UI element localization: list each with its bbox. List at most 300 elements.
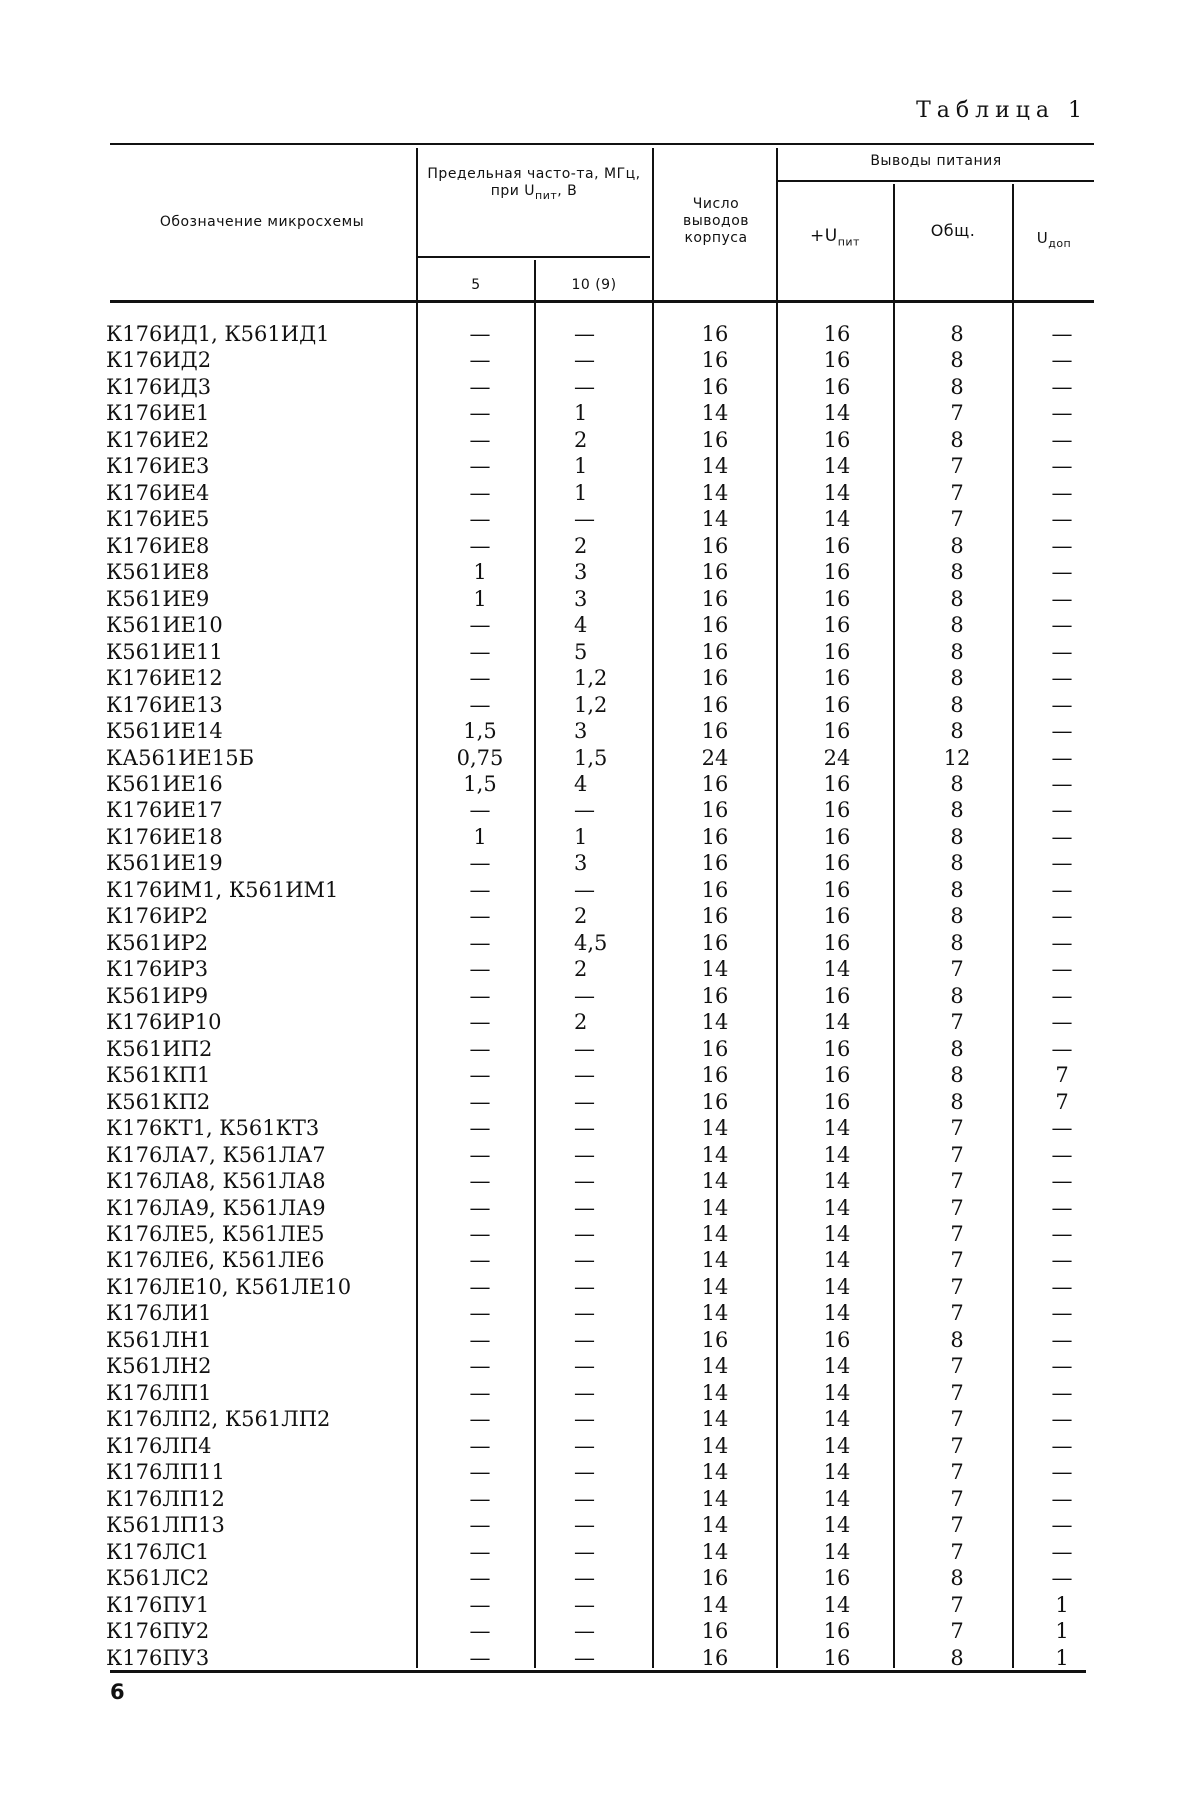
header-bottom-rule	[110, 300, 1094, 303]
extra-power-pin: —	[1051, 1327, 1073, 1352]
freq-5v: —	[469, 1354, 491, 1379]
chip-designation: К176ЛП2, К561ЛП2	[106, 1407, 331, 1432]
chip-designation: К176ИЕ4	[106, 480, 210, 505]
chip-designation: К561ИЕ11	[106, 639, 223, 664]
header-vadd-main: U	[1036, 229, 1049, 247]
table-row	[0, 1354, 1200, 1380]
table-row	[0, 1460, 1200, 1486]
extra-power-pin: —	[1051, 427, 1073, 452]
ground-pin: 7	[950, 1486, 964, 1511]
table-row	[0, 1646, 1200, 1672]
power-pin: 16	[823, 533, 851, 558]
power-group-rule	[778, 180, 1094, 182]
pin-count: 14	[701, 957, 729, 982]
freq-5v: —	[469, 374, 491, 399]
header-freq-5: 5	[471, 277, 481, 293]
extra-power-pin: —	[1051, 613, 1073, 638]
power-pin: 14	[823, 1354, 851, 1379]
extra-power-pin: —	[1051, 798, 1073, 823]
table-row	[0, 1328, 1200, 1354]
chip-designation: К176ИЕ3	[106, 454, 210, 479]
pin-count: 14	[701, 454, 729, 479]
pin-count: 16	[701, 533, 729, 558]
extra-power-pin: 7	[1055, 1089, 1069, 1114]
freq-10v: 2	[574, 904, 588, 929]
freq-10v: —	[574, 1513, 595, 1538]
freq-5v: —	[469, 507, 491, 532]
table-row	[0, 481, 1200, 507]
table-row	[0, 798, 1200, 824]
freq-5v: —	[469, 1645, 491, 1670]
freq-5v: 1,5	[463, 719, 497, 744]
ground-pin: 8	[950, 1327, 964, 1352]
freq-10v: —	[574, 1645, 595, 1670]
freq-5v: —	[469, 1089, 491, 1114]
table-row	[0, 1143, 1200, 1169]
ground-pin: 7	[950, 1433, 964, 1458]
ground-pin: 8	[950, 719, 964, 744]
table-row	[0, 1487, 1200, 1513]
chip-designation: К176ИД2	[106, 348, 212, 373]
freq-5v: —	[469, 1195, 491, 1220]
table-row	[0, 1063, 1200, 1089]
pin-count: 14	[701, 1248, 729, 1273]
freq-10v: —	[574, 983, 595, 1008]
extra-power-pin: —	[1051, 1195, 1073, 1220]
table-row	[0, 1593, 1200, 1619]
ground-pin: 8	[950, 877, 964, 902]
chip-designation: К561КП2	[106, 1089, 211, 1114]
power-pin: 24	[823, 745, 851, 770]
freq-10v: —	[574, 798, 595, 823]
freq-10v: 4	[574, 772, 588, 796]
extra-power-pin: —	[1051, 1222, 1073, 1246]
ground-pin: 8	[950, 533, 964, 558]
pin-count: 16	[701, 1327, 729, 1352]
chip-designation: К176ИД1, К561ИД1	[106, 322, 330, 346]
freq-10v: 2	[574, 957, 588, 982]
table-row	[0, 1010, 1200, 1036]
freq-5v: —	[469, 1486, 491, 1511]
pin-count: 16	[701, 1089, 729, 1114]
power-pin: 14	[823, 1169, 851, 1194]
header-freq-sub: пит	[535, 188, 558, 202]
extra-power-pin: —	[1051, 1354, 1073, 1379]
header-freq-unit: , В	[557, 183, 578, 199]
ground-pin: 8	[950, 1566, 964, 1591]
chip-designation: К176ЛС1	[106, 1539, 210, 1564]
chip-designation: К176ЛП1	[106, 1380, 212, 1405]
chip-designation: К561ИЕ10	[106, 613, 223, 638]
header-vpos-main: +U	[810, 226, 838, 246]
pin-count: 14	[701, 1380, 729, 1405]
chip-designation: К176ЛЕ10, К561ЛЕ10	[106, 1274, 352, 1299]
extra-power-pin: —	[1051, 1142, 1073, 1167]
ground-pin: 7	[950, 1592, 964, 1617]
extra-power-pin: 7	[1055, 1063, 1069, 1088]
ground-pin: 8	[950, 692, 964, 717]
chip-designation: К176ЛП4	[106, 1433, 212, 1458]
freq-5v: —	[469, 1036, 491, 1061]
chip-designation: К176ИЕ12	[106, 666, 223, 691]
power-pin: 16	[823, 719, 851, 744]
pin-count: 16	[701, 322, 729, 346]
table-row	[0, 375, 1200, 401]
chip-designation: К176КТ1, К561КТ3	[106, 1116, 320, 1141]
freq-10v: —	[574, 348, 595, 373]
ground-pin: 7	[950, 1116, 964, 1141]
power-pin: 16	[823, 613, 851, 638]
power-pin: 14	[823, 957, 851, 982]
extra-power-pin: —	[1051, 639, 1073, 664]
chip-designation: К176ИЕ5	[106, 507, 210, 532]
freq-10v: —	[574, 877, 595, 902]
power-pin: 16	[823, 666, 851, 691]
power-pin: 14	[823, 1142, 851, 1167]
freq-5v: 1	[473, 824, 487, 849]
freq-10v: 1	[574, 480, 588, 505]
table-row	[0, 1037, 1200, 1063]
freq-5v: —	[469, 1539, 491, 1564]
chip-designation: К561ИР9	[106, 983, 209, 1008]
freq-10v: 1	[574, 824, 588, 849]
power-pin: 14	[823, 1301, 851, 1326]
extra-power-pin: 1	[1055, 1592, 1069, 1617]
freq-10v: —	[574, 1407, 595, 1432]
table-row	[0, 1169, 1200, 1195]
chip-designation: К176ИД3	[106, 374, 212, 399]
freq-10v: —	[574, 1354, 595, 1379]
extra-power-pin: —	[1051, 374, 1073, 399]
freq-5v: —	[469, 851, 491, 876]
ground-pin: 8	[950, 1063, 964, 1088]
freq-10v: —	[574, 1327, 595, 1352]
ground-pin: 7	[950, 1301, 964, 1326]
ground-pin: 7	[950, 1619, 964, 1644]
ground-pin: 8	[950, 851, 964, 876]
extra-power-pin: 1	[1055, 1645, 1069, 1670]
freq-5v: —	[469, 877, 491, 902]
power-pin: 16	[823, 1645, 851, 1670]
power-pin: 14	[823, 1248, 851, 1273]
table-row	[0, 931, 1200, 957]
chip-designation: К176ЛИ1	[106, 1301, 212, 1326]
header-pins: Число выводов корпуса	[682, 196, 750, 246]
table-top-rule	[110, 143, 1094, 145]
power-pin: 16	[823, 586, 851, 611]
freq-5v: —	[469, 613, 491, 638]
table-row	[0, 534, 1200, 560]
freq-5v: —	[469, 1407, 491, 1432]
extra-power-pin: —	[1051, 1301, 1073, 1326]
ground-pin: 7	[950, 1513, 964, 1538]
power-pin: 16	[823, 639, 851, 664]
freq-10v: —	[574, 1063, 595, 1088]
freq-5v: 1	[473, 586, 487, 611]
extra-power-pin: —	[1051, 877, 1073, 902]
chip-designation: К176ИЕ2	[106, 427, 210, 452]
header-vadd	[1013, 230, 1095, 252]
pin-count: 16	[701, 692, 729, 717]
ground-pin: 8	[950, 322, 964, 346]
power-pin: 14	[823, 1460, 851, 1485]
chip-designation: К176ЛА9, К561ЛА9	[106, 1195, 326, 1220]
table-row	[0, 746, 1200, 772]
extra-power-pin: —	[1051, 719, 1073, 744]
table-row	[0, 878, 1200, 904]
pin-count: 24	[701, 745, 729, 770]
chip-designation: К176ИР3	[106, 957, 209, 982]
extra-power-pin: —	[1051, 1010, 1073, 1035]
power-pin: 16	[823, 427, 851, 452]
table-row	[0, 1248, 1200, 1274]
ground-pin: 8	[950, 348, 964, 373]
chip-designation: К176ЛА7, К561ЛА7	[106, 1142, 326, 1167]
freq-5v: —	[469, 1460, 491, 1485]
chip-designation: К176ЛЕ5, К561ЛЕ5	[106, 1222, 325, 1246]
freq-10v: 4,5	[574, 930, 608, 955]
ground-pin: 8	[950, 824, 964, 849]
pin-count: 14	[701, 1169, 729, 1194]
extra-power-pin: —	[1051, 1248, 1073, 1273]
pin-count: 16	[701, 719, 729, 744]
table-row	[0, 904, 1200, 930]
pin-count: 14	[701, 1486, 729, 1511]
pin-count: 14	[701, 507, 729, 532]
freq-10v: —	[574, 374, 595, 399]
power-pin: 14	[823, 401, 851, 426]
table-row	[0, 1381, 1200, 1407]
freq-10v: —	[574, 1433, 595, 1458]
freq-10v: 2	[574, 1010, 588, 1035]
power-pin: 16	[823, 904, 851, 929]
chip-designation: К176ЛА8, К561ЛА8	[106, 1169, 326, 1194]
freq-10v: —	[574, 1222, 595, 1246]
extra-power-pin: —	[1051, 348, 1073, 373]
table-row	[0, 348, 1200, 374]
ground-pin: 12	[943, 745, 971, 770]
freq-10v: 3	[574, 719, 588, 744]
header-vpos	[778, 228, 892, 250]
chip-designation: К176ПУ3	[106, 1645, 210, 1670]
freq-10v: —	[574, 1142, 595, 1167]
chip-designation: К176ПУ2	[106, 1619, 210, 1644]
pin-count: 16	[701, 930, 729, 955]
freq-5v: —	[469, 983, 491, 1008]
pin-count: 14	[701, 1142, 729, 1167]
ground-pin: 7	[950, 1248, 964, 1273]
power-pin: 16	[823, 322, 851, 346]
header-vadd-sub: доп	[1048, 237, 1072, 250]
extra-power-pin: —	[1051, 904, 1073, 929]
freq-5v: —	[469, 798, 491, 823]
table-row	[0, 587, 1200, 613]
freq-10v: —	[574, 1486, 595, 1511]
chip-designation: К176ИЕ8	[106, 533, 210, 558]
ground-pin: 7	[950, 1539, 964, 1564]
extra-power-pin: —	[1051, 322, 1073, 346]
extra-power-pin: —	[1051, 957, 1073, 982]
pin-count: 16	[701, 1566, 729, 1591]
extra-power-pin: —	[1051, 1566, 1073, 1591]
table-row	[0, 428, 1200, 454]
extra-power-pin: —	[1051, 1380, 1073, 1405]
freq-5v: —	[469, 666, 491, 691]
ground-pin: 7	[950, 1010, 964, 1035]
extra-power-pin: —	[1051, 930, 1073, 955]
ground-pin: 7	[950, 454, 964, 479]
pin-count: 16	[701, 904, 729, 929]
freq-10v: 4	[574, 613, 588, 638]
table-row	[0, 1116, 1200, 1142]
header-designation: Обозначение микросхемы	[159, 214, 365, 230]
ground-pin: 8	[950, 560, 964, 585]
table-row	[0, 454, 1200, 480]
extra-power-pin: —	[1051, 1539, 1073, 1564]
ground-pin: 7	[950, 401, 964, 426]
chip-designation: К561ЛС2	[106, 1566, 210, 1591]
table-row	[0, 719, 1200, 745]
extra-power-pin: —	[1051, 480, 1073, 505]
pin-count: 14	[701, 1116, 729, 1141]
chip-designation: К561ЛП13	[106, 1513, 225, 1538]
chip-designation: К561ИЕ9	[106, 586, 210, 611]
ground-pin: 8	[950, 586, 964, 611]
freq-5v: —	[469, 1327, 491, 1352]
freq-10v: —	[574, 1116, 595, 1141]
freq-5v: —	[469, 480, 491, 505]
freq-5v: —	[469, 427, 491, 452]
chip-designation: К176ИМ1, К561ИМ1	[106, 877, 339, 902]
power-pin: 16	[823, 772, 851, 796]
freq-group-rule	[418, 256, 650, 258]
ground-pin: 8	[950, 639, 964, 664]
pin-count: 14	[701, 1539, 729, 1564]
table-row	[0, 772, 1200, 798]
chip-designation: К176ИЕ13	[106, 692, 223, 717]
freq-10v: 1,2	[574, 666, 608, 691]
header-vpos-sub: пит	[837, 235, 860, 249]
freq-10v: —	[574, 1274, 595, 1299]
freq-10v: —	[574, 1380, 595, 1405]
power-pin: 16	[823, 930, 851, 955]
freq-10v: —	[574, 1539, 595, 1564]
freq-10v: —	[574, 1248, 595, 1273]
power-pin: 14	[823, 1407, 851, 1432]
freq-5v: 1	[473, 560, 487, 585]
power-pin: 14	[823, 1433, 851, 1458]
pin-count: 14	[701, 1195, 729, 1220]
table-row	[0, 851, 1200, 877]
power-pin: 14	[823, 480, 851, 505]
freq-5v: —	[469, 533, 491, 558]
header-freq-text: Предельная часто-та, МГц, при U	[427, 166, 641, 199]
extra-power-pin: —	[1051, 1274, 1073, 1299]
ground-pin: 8	[950, 1645, 964, 1670]
freq-5v: —	[469, 454, 491, 479]
extra-power-pin: —	[1051, 1513, 1073, 1538]
header-power-group: Выводы питания	[870, 153, 1002, 169]
table-row	[0, 1275, 1200, 1301]
pin-count: 16	[701, 983, 729, 1008]
ground-pin: 8	[950, 1036, 964, 1061]
chip-designation: К561КП1	[106, 1063, 211, 1088]
pin-count: 16	[701, 772, 729, 796]
ground-pin: 7	[950, 1142, 964, 1167]
power-pin: 14	[823, 1274, 851, 1299]
table-row	[0, 322, 1200, 348]
extra-power-pin: —	[1051, 824, 1073, 849]
freq-10v: —	[574, 1619, 595, 1644]
pin-count: 14	[701, 480, 729, 505]
extra-power-pin: —	[1051, 1486, 1073, 1511]
table-row	[0, 507, 1200, 533]
ground-pin: 7	[950, 480, 964, 505]
freq-10v: —	[574, 1566, 595, 1591]
extra-power-pin: —	[1051, 533, 1073, 558]
pin-count: 14	[701, 1301, 729, 1326]
ground-pin: 8	[950, 666, 964, 691]
freq-5v: —	[469, 1063, 491, 1088]
freq-5v: —	[469, 1301, 491, 1326]
pin-count: 16	[701, 374, 729, 399]
chip-designation: К176ИР10	[106, 1010, 222, 1035]
pin-count: 14	[701, 1433, 729, 1458]
power-pin: 14	[823, 1592, 851, 1617]
freq-10v: —	[574, 1169, 595, 1194]
freq-5v: —	[469, 1169, 491, 1194]
power-pin: 16	[823, 692, 851, 717]
table-row	[0, 1407, 1200, 1433]
chip-designation: К176ПУ1	[106, 1592, 210, 1617]
freq-10v: 1	[574, 454, 588, 479]
pin-count: 14	[701, 1354, 729, 1379]
pin-count: 14	[701, 1010, 729, 1035]
chip-designation: К176ЛП12	[106, 1486, 225, 1511]
freq-10v: 1	[574, 401, 588, 426]
chip-designation: К561ЛН2	[106, 1354, 212, 1379]
table-row	[0, 1619, 1200, 1645]
freq-5v: —	[469, 1513, 491, 1538]
chip-designation: К561ИЕ19	[106, 851, 223, 876]
ground-pin: 7	[950, 507, 964, 532]
power-pin: 16	[823, 851, 851, 876]
freq-5v: —	[469, 1566, 491, 1591]
power-pin: 16	[823, 877, 851, 902]
power-pin: 14	[823, 454, 851, 479]
ground-pin: 8	[950, 1089, 964, 1114]
table-row	[0, 957, 1200, 983]
ground-pin: 7	[950, 957, 964, 982]
extra-power-pin: —	[1051, 1433, 1073, 1458]
ground-pin: 8	[950, 904, 964, 929]
power-pin: 16	[823, 348, 851, 373]
pin-count: 16	[701, 1619, 729, 1644]
power-pin: 14	[823, 1195, 851, 1220]
ground-pin: 8	[950, 772, 964, 796]
table-row	[0, 825, 1200, 851]
freq-5v: —	[469, 1142, 491, 1167]
extra-power-pin: —	[1051, 401, 1073, 426]
table-row	[0, 1513, 1200, 1539]
ground-pin: 7	[950, 1407, 964, 1432]
freq-5v: —	[469, 904, 491, 929]
freq-10v: 1,2	[574, 692, 608, 717]
freq-5v: 1,5	[463, 772, 497, 796]
extra-power-pin: —	[1051, 745, 1073, 770]
extra-power-pin: 1	[1055, 1619, 1069, 1644]
power-pin: 16	[823, 1036, 851, 1061]
